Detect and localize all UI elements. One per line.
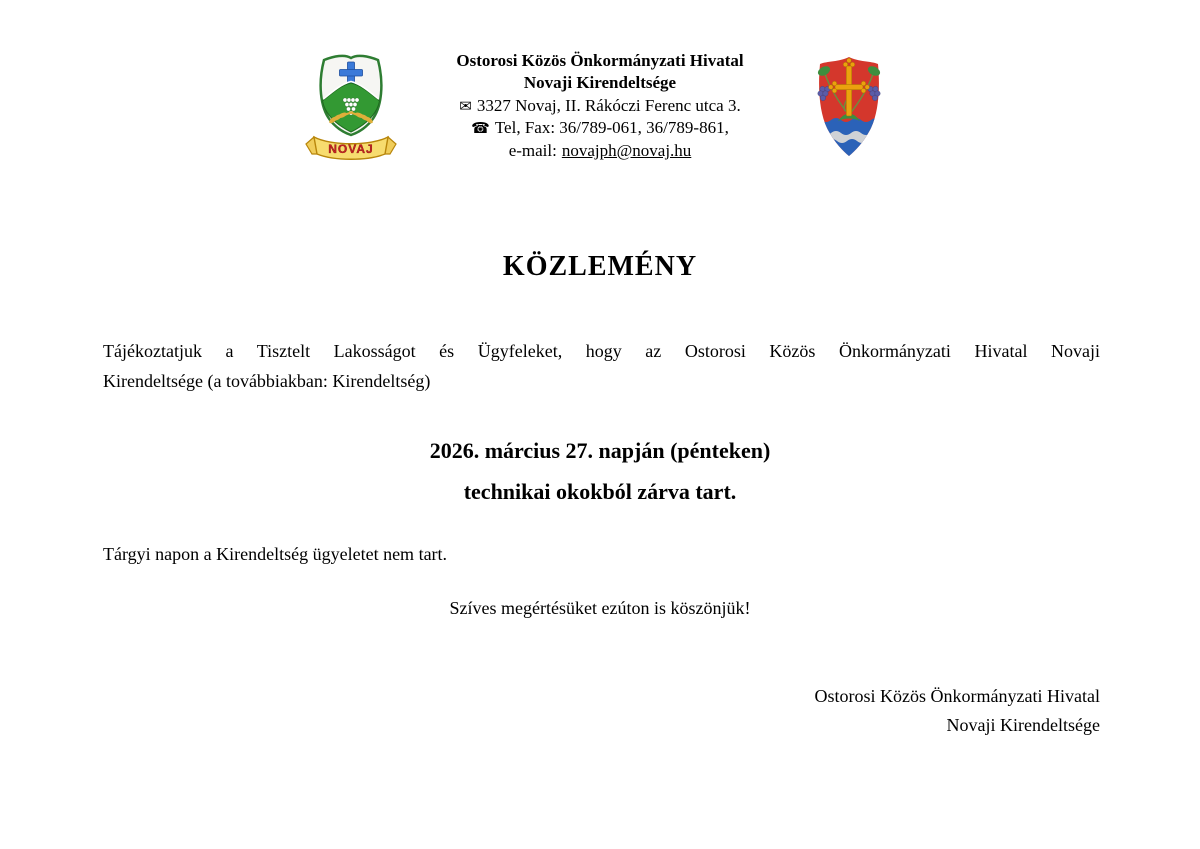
thanks-line: Szíves megértésüket ezúton is köszönjük! — [449, 598, 751, 618]
letterhead — [0, 50, 1200, 162]
left-banner-label: NOVAJ — [328, 142, 374, 156]
document-title: KÖZLEMÉNY — [502, 251, 698, 282]
intro-paragraph — [103, 337, 1100, 396]
address-text: 3327 Novaj, II. Rákóczi Ferenc utca 3. — [476, 95, 741, 115]
envelope-icon: ✉ — [459, 96, 472, 115]
closure-reason-line: technikai okokból zárva tart. — [463, 478, 737, 504]
org-name-line1: Ostorosi Közös Önkormányzati Hivatal — [456, 51, 744, 70]
closure-notice — [0, 431, 1200, 512]
intro-paragraph-line2: Kirendeltsége (a továbbiakban: Kirendeltség) — [103, 370, 431, 391]
phone-line — [0, 117, 1200, 139]
duty-note-line: Tárgyi napon a Kirendeltség ügyeletet nem tart. — [103, 544, 448, 564]
signature-line2: Novaji Kirendeltsége — [946, 715, 1100, 735]
org-name-line2: Novaji Kirendeltsége — [523, 73, 677, 93]
signature-block — [103, 682, 1100, 740]
address-line — [0, 95, 1200, 117]
intro-paragraph-line1: Tájékoztatjuk a Tisztelt Lakosságot és Ügyfeleket, hogy az Ostorosi Közös Önkormányzati Hivatal Novaji — [103, 341, 1100, 361]
phone-icon: ☎ — [471, 119, 490, 138]
phone-text: Tel, Fax: 36/789-061, 36/789-861, — [494, 118, 729, 138]
email-label: e-mail: — [508, 140, 557, 160]
email-link[interactable]: novajph@novaj.hu — [561, 140, 692, 160]
email-line — [0, 140, 1200, 162]
signature-line1: Ostorosi Közös Önkormányzati Hivatal — [814, 686, 1100, 706]
closure-date-line: 2026. március 27. napján (pénteken) — [429, 438, 771, 463]
